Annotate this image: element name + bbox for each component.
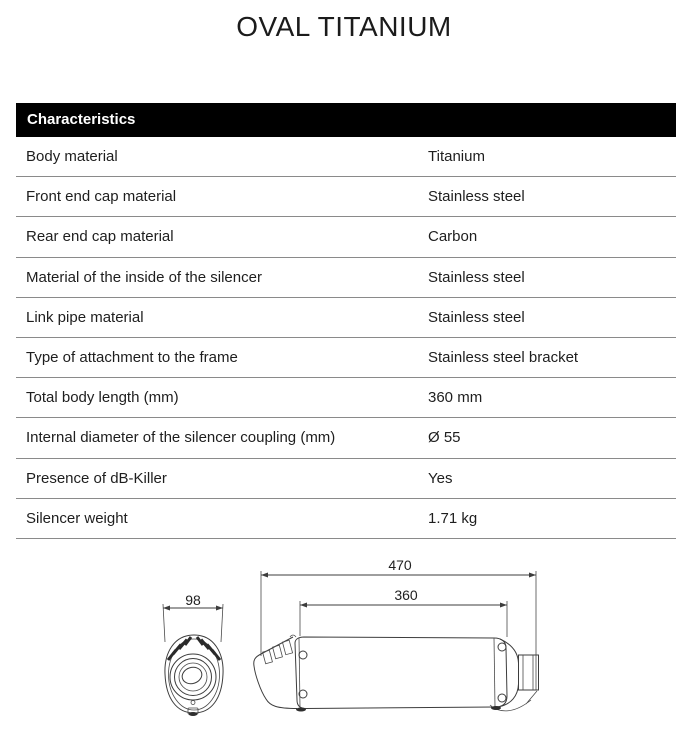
weld-blob (296, 708, 306, 712)
rear-band-line (494, 638, 495, 707)
spec-value: Carbon (428, 228, 478, 246)
table-row (16, 137, 676, 177)
spec-value: Ø 55 (428, 429, 461, 447)
arrowhead-left (261, 573, 268, 578)
extension-lines (163, 604, 223, 642)
extension-lines (300, 601, 507, 637)
page-title: OVAL TITANIUM (236, 11, 452, 42)
spec-label: Type of attachment to the frame (26, 349, 238, 367)
front-view (163, 592, 223, 716)
side-view (254, 557, 539, 712)
dimension-98-label: 98 (185, 592, 201, 608)
end-cap-outline (165, 635, 223, 713)
spec-label: Body material (26, 148, 118, 166)
spec-value: Stainless steel (428, 268, 525, 286)
outlet-rings (170, 654, 216, 705)
spec-value: Stainless steel (428, 308, 525, 326)
spec-value: Stainless steel bracket (428, 349, 579, 367)
arrowhead-left (300, 603, 307, 608)
dimension-470-label: 470 (388, 557, 412, 573)
table-header: Characteristics (16, 103, 676, 137)
arrowhead-right (529, 573, 536, 578)
spec-label: Total body length (mm) (26, 389, 179, 407)
table-row (16, 258, 676, 298)
cone-vent-slot (282, 640, 292, 654)
spec-label: Presence of dB-Killer (26, 469, 167, 487)
outlet-pipe (519, 655, 539, 690)
arrowhead-right (500, 603, 507, 608)
dimension-360-label: 360 (394, 587, 418, 603)
spec-label: Material of the inside of the silencer (26, 268, 262, 286)
characteristics-table (16, 103, 676, 539)
spec-value: Yes (428, 469, 453, 487)
spec-label: Link pipe material (26, 308, 144, 326)
spec-label: Internal diameter of the silencer coupling (mm) (26, 429, 336, 447)
spec-label: Rear end cap material (26, 228, 174, 246)
table-row (16, 459, 676, 499)
dimension-98 (163, 592, 223, 642)
technical-drawing (0, 550, 688, 732)
vent-grille-right (197, 637, 220, 660)
outlet-pipe-steps (523, 655, 533, 690)
arrowhead-right (216, 606, 223, 611)
table-row (16, 499, 676, 539)
spec-value: 360 mm (428, 389, 483, 407)
front-joint-line (299, 638, 300, 708)
vent-grille-left (168, 637, 191, 660)
table-row (16, 378, 676, 418)
spec-label: Silencer weight (26, 509, 128, 527)
spec-value: 1.71 kg (428, 509, 478, 527)
table-row (16, 298, 676, 338)
weld-blob (491, 706, 501, 710)
front-cone (254, 637, 297, 709)
dimension-360 (300, 587, 507, 637)
arrowhead-left (163, 606, 170, 611)
spec-label: Front end cap material (26, 188, 177, 206)
spec-value: Stainless steel (428, 188, 525, 206)
rivets (299, 643, 506, 702)
table-row (16, 217, 676, 257)
rear-cap (490, 639, 539, 711)
top-lug (290, 635, 296, 637)
table-row (16, 177, 676, 217)
table-row (16, 418, 676, 458)
spec-value: Titanium (428, 148, 485, 166)
silencer-body (295, 637, 507, 709)
table-row (16, 338, 676, 378)
